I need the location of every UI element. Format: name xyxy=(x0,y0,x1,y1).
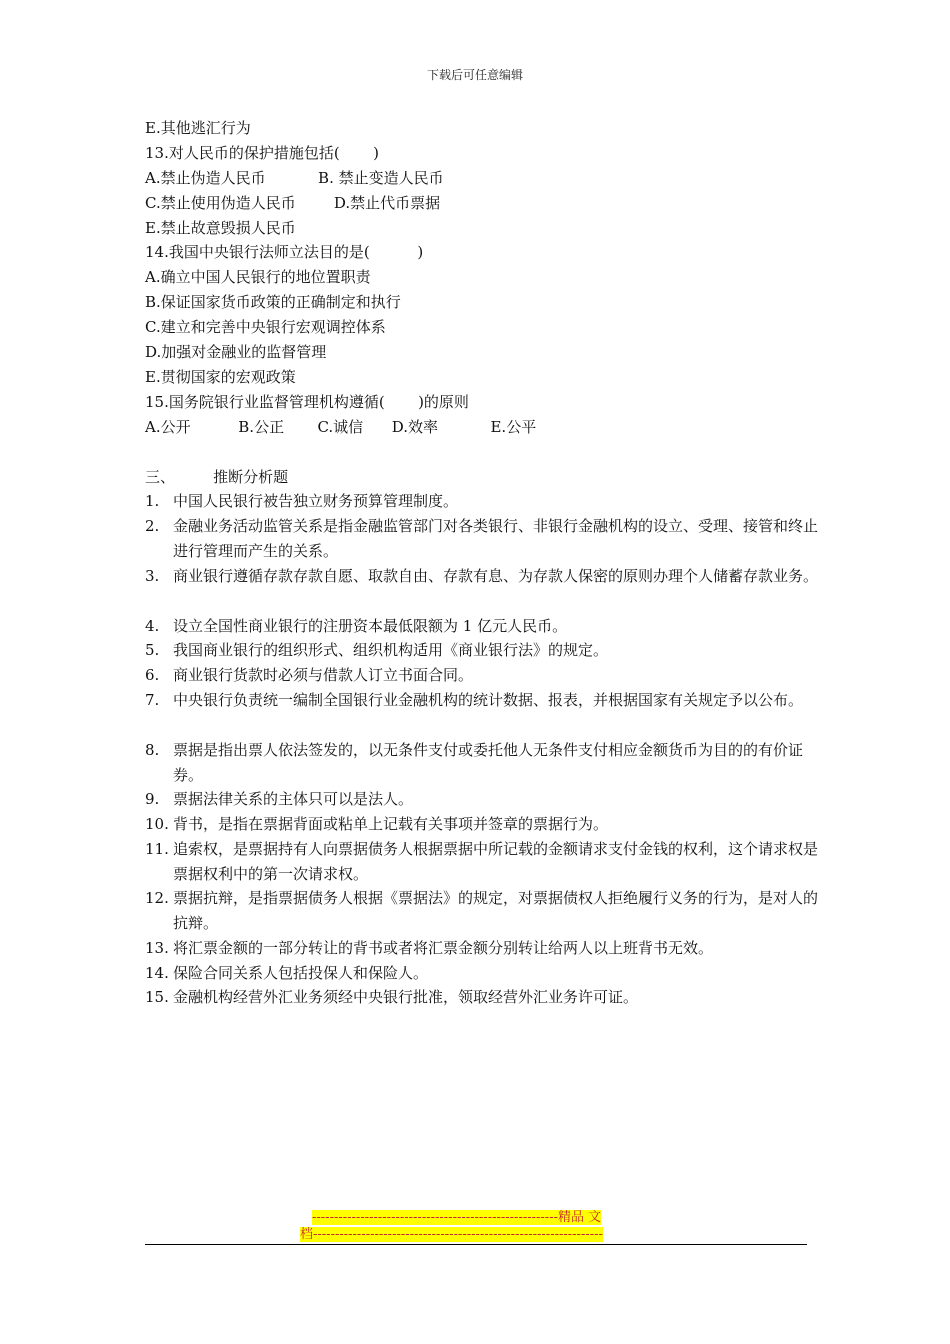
item-text: 金融机构经营外汇业务须经中央银行批准，领取经营外汇业务许可证。 xyxy=(173,988,639,1006)
list-item xyxy=(145,614,825,639)
choice-line: C.禁止使用伪造人民币 D.禁止代币票据 xyxy=(145,194,441,212)
footer-divider xyxy=(145,1244,807,1245)
list-item xyxy=(145,985,825,1010)
choice-line: B.保证国家货币政策的正确制定和执行 xyxy=(145,293,401,311)
footer-watermark xyxy=(300,1209,650,1243)
choice-line: 13.对人民币的保护措施包括( ) xyxy=(145,144,379,162)
item-number: 15. xyxy=(145,988,169,1006)
list-item xyxy=(145,564,825,589)
item-text: 票据抗辩，是指票据债务人根据《票据法》的规定，对票据债权人拒绝履行义务的行为，是对人的抗辩。 xyxy=(173,889,819,932)
list-item xyxy=(145,638,825,663)
list-item xyxy=(145,489,825,514)
item-number: 14. xyxy=(145,964,169,982)
choice-line: A.公开 B.公正 C.诚信 D.效率 E.公平 xyxy=(145,418,537,436)
page-header: 下载后可任意编辑 xyxy=(426,68,523,82)
item-text: 商业银行货款时必须与借款人订立书面合同。 xyxy=(173,666,474,684)
item-number: 6. xyxy=(145,666,160,684)
choice-line: E.禁止故意毁损人民币 xyxy=(145,219,296,237)
footer-line-1: --------------------------------------------------------精品 文 xyxy=(312,1210,602,1225)
choice-line: A.确立中国人民银行的地位置职责 xyxy=(145,268,371,286)
list-item xyxy=(145,812,825,837)
item-number: 4. xyxy=(145,617,160,635)
item-text: 金融业务活动监管关系是指金融监管部门对各类银行、非银行金融机构的设立、受理、接管和终止进行管理而产生的关系。 xyxy=(173,517,819,560)
item-number: 12. xyxy=(145,889,169,907)
choice-line: 15.国务院银行业监督管理机构遵循( )的原则 xyxy=(145,393,469,411)
item-number: 10. xyxy=(145,815,169,833)
item-number: 13. xyxy=(145,939,169,957)
footer-line-2: 档------------------------------------------------------------------ xyxy=(300,1227,603,1242)
choice-line: A.禁止伪造人民币 B. 禁止变造人民币 xyxy=(145,169,444,187)
item-number: 2. xyxy=(145,517,160,535)
item-text: 保险合同关系人包括投保人和保险人。 xyxy=(173,964,429,982)
item-text: 票据是指出票人依法签发的，以无条件支付或委托他人无条件支付相应金额货币为目的的有价证券。 xyxy=(173,741,804,784)
item-number: 5. xyxy=(145,641,160,659)
list-item xyxy=(145,936,825,961)
list-item xyxy=(145,961,825,986)
section-title: 三、 推断分析题 xyxy=(145,468,289,486)
list-item xyxy=(145,688,825,713)
item-number: 8. xyxy=(145,741,160,759)
choice-line: E.贯彻国家的宏观政策 xyxy=(145,368,296,386)
item-text: 中央银行负责统一编制全国银行业金融机构的统计数据、报表，并根据国家有关规定予以公布。 xyxy=(173,691,804,709)
item-text: 背书，是指在票据背面或粘单上记载有关事项并签章的票据行为。 xyxy=(173,815,609,833)
item-text: 追索权，是票据持有人向票据债务人根据票据中所记载的金额请求支付金钱的权利，这个请求权是票据权利中的第一次请求权。 xyxy=(173,840,819,883)
item-number: 3. xyxy=(145,567,160,585)
list-item xyxy=(145,886,825,936)
choice-line: D.加强对金融业的监督管理 xyxy=(145,343,327,361)
item-text: 设立全国性商业银行的注册资本最低限额为 1 亿元人民币。 xyxy=(173,617,568,635)
item-number: 7. xyxy=(145,691,160,709)
list-item xyxy=(145,663,825,688)
item-number: 11. xyxy=(145,840,169,858)
list-item xyxy=(145,787,825,812)
choice-line: C.建立和完善中央银行宏观调控体系 xyxy=(145,318,386,336)
list-item xyxy=(145,514,825,564)
choice-line: 14.我国中央银行法师立法目的是( ) xyxy=(145,243,424,261)
choice-line: E.其他逃汇行为 xyxy=(145,119,251,137)
item-text: 票据法律关系的主体只可以是法人。 xyxy=(173,790,414,808)
list-item xyxy=(145,738,825,788)
item-text: 商业银行遵循存款存款自愿、取款自由、存款有息、为存款人保密的原则办理个人储蓄存款业务。 xyxy=(173,567,819,585)
list-item xyxy=(145,837,825,887)
item-text: 中国人民银行被告独立财务预算管理制度。 xyxy=(173,492,459,510)
item-number: 1. xyxy=(145,492,160,510)
item-text: 我国商业银行的组织形式、组织机构适用《商业银行法》的规定。 xyxy=(173,641,609,659)
item-text: 将汇票金额的一部分转让的背书或者将汇票金额分别转让给两人以上班背书无效。 xyxy=(173,939,714,957)
item-number: 9. xyxy=(145,790,160,808)
